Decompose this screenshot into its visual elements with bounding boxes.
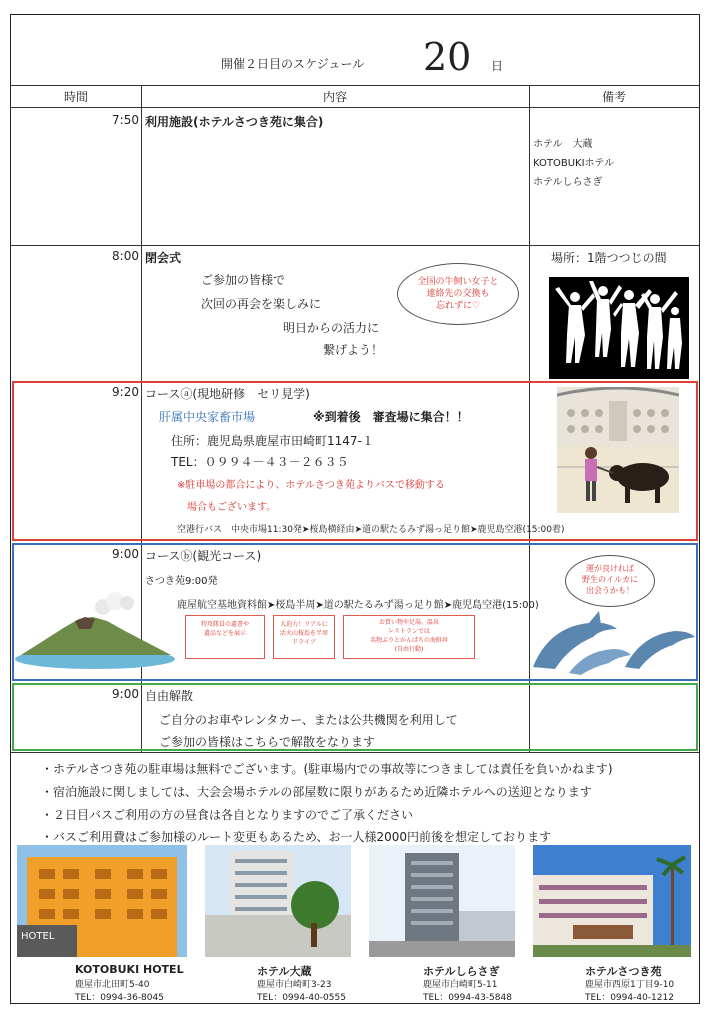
course-a-bus-route: 空港行バス 中央市場11:30発➤桜島横経由➤道の駅たるみず湯っ足り館➤鹿児島空港(15:00着) <box>177 525 565 535</box>
hotel-tel-okura: TEL：0994-40-0555 <box>257 993 346 1003</box>
hotel-name-okura: ホテル大蔵 <box>257 965 312 978</box>
hotel-address-satsukien: 鹿屋市西原1丁目9-10 <box>585 980 675 990</box>
course-b-route: 鹿屋航空基地資料館➤桜島半周➤道の駅たるみず湯っ足り館➤鹿児島空港(15:00) <box>177 600 539 611</box>
hotel-shirasagi-photo <box>369 845 515 957</box>
free-line-2: ご参加の皆様はこちらで解散をなります <box>159 735 375 749</box>
course-b-time: 9:00 <box>112 547 139 561</box>
course-a-time: 9:20 <box>112 385 139 399</box>
dolphins-illustration <box>529 607 697 675</box>
hotel-okura-photo <box>205 845 351 957</box>
cattle-auction-illustration <box>557 387 679 513</box>
hotel-name-satsukien: ホテルさつき苑 <box>585 965 662 978</box>
day-unit: 日 <box>491 59 504 73</box>
row1-time: 7:50 <box>112 113 139 127</box>
course-b-note-museum: 特攻隊員の遺書や 遺品などを展示 <box>185 615 265 659</box>
hotel-address-shirasagi: 鹿屋市白崎町5-11 <box>423 980 498 990</box>
course-b-note-sakurajima: 大迫力！リアルに 活火山桜島を半周 ドライブ <box>273 615 335 659</box>
free-line-1: ご自分のお車やレンタカー、または公共機関を利用して <box>159 713 458 727</box>
notice-parking: ・ホテルさつき苑の駐車場は無料でございます。(駐車場内での事故等につきましては責任を負いかねます) <box>41 762 613 776</box>
notice-bus-fee: ・バスご利用費はご参加様のルート変更もあるため、お一人様2000円前後を想定しております <box>41 830 552 844</box>
hotel-tel-shirasagi: TEL：0994-43-5848 <box>423 993 512 1003</box>
free-title: 自由解散 <box>145 689 194 703</box>
row2-line-3: 明日からの活力に <box>283 321 380 335</box>
table-bottom-divider <box>11 752 699 753</box>
row2-title: 閉会式 <box>145 251 182 265</box>
column-header-notes: 備考 <box>601 90 626 104</box>
course-a-address: 住所：鹿児島県鹿屋市田崎町1147-１ <box>171 434 374 448</box>
page-title: 開催２日目のスケジュール <box>221 57 365 71</box>
course-a-market: 肝属中央家畜市場 <box>159 410 256 424</box>
course-a-warning-1: ※駐車場の都合により、ホテルさつき苑よりバスで移動する <box>177 480 445 491</box>
course-a-warning-2: 場合もございます。 <box>187 502 277 513</box>
row1-note-1: ホテル 大蔵 <box>533 139 593 150</box>
sakurajima-volcano-illustration <box>15 589 177 671</box>
row1-title: 利用施設(ホテルさつき苑に集合) <box>145 115 324 129</box>
hotel-satsukien-photo <box>533 845 691 957</box>
notice-lunch: ・２日目バスご利用の方の昼食は各自となりますのでご了承ください <box>41 808 414 822</box>
row2-location: 場所：1階つつじの間 <box>551 251 667 265</box>
kotobuki-hotel-photo <box>17 845 187 957</box>
schedule-sheet <box>10 14 700 1004</box>
row2-time: 8:00 <box>112 249 139 263</box>
free-time: 9:00 <box>112 687 139 701</box>
column-header-content: 内容 <box>322 90 347 104</box>
column-header-divider <box>11 107 699 108</box>
notice-accommodation: ・宿泊施設に関しましては、大会会場ホテルの部屋数に限りがあるため近隣ホテルへの送迎となります <box>41 785 592 799</box>
row1-note-2: KOTOBUKIホテル <box>533 158 615 169</box>
row2-line-1: ご参加の皆様で <box>201 273 286 287</box>
kotobuki-hotel-sign: HOTEL <box>21 931 55 942</box>
hotel-address-kotobuki: 鹿屋市北田町5-40 <box>75 980 150 990</box>
course-a-arrival-note: ※到着後 審査場に集合！！ <box>313 410 469 424</box>
hotel-name-shirasagi: ホテルしらさぎ <box>423 965 500 978</box>
jumping-people-silhouette-image <box>549 277 689 379</box>
course-b-title: コースⓑ(観光コース) <box>145 549 262 563</box>
hotel-address-okura: 鹿屋市白崎町3-23 <box>257 980 332 990</box>
dolphin-speech-bubble: 運が良ければ 野生のイルカに 出会うかも！ <box>565 555 655 607</box>
course-a-tel: TEL：０９９４－４３－２６３５ <box>171 455 349 469</box>
row1-note-3: ホテルしらさぎ <box>533 177 603 188</box>
exchange-speech-bubble: 全国の牛飼い女子と 連絡先の交換も 忘れずに♡ <box>397 263 519 325</box>
hotel-tel-satsukien: TEL：0994-40-1212 <box>585 993 674 1003</box>
header-divider <box>11 85 699 86</box>
course-a-title: コースⓐ(現地研修 セリ見学) <box>145 387 310 401</box>
row2-line-4: 繋げよう！ <box>323 343 384 357</box>
hotel-name-kotobuki: KOTOBUKI HOTEL <box>75 963 184 976</box>
course-b-departure: さつき苑9:00発 <box>145 576 218 587</box>
hotel-tel-kotobuki: TEL：0994-36-8045 <box>75 993 164 1003</box>
column-header-time: 時間 <box>63 90 88 104</box>
row-divider <box>11 245 699 246</box>
row2-line-2: 次回の再会を楽しみに <box>201 297 322 311</box>
day-number: 20 <box>423 35 472 79</box>
course-b-note-roadside-station: お買い物や足湯、温泉 レストランでは 名物ぶりとかんぱちの海鮮丼 (自由行動) <box>343 615 475 659</box>
